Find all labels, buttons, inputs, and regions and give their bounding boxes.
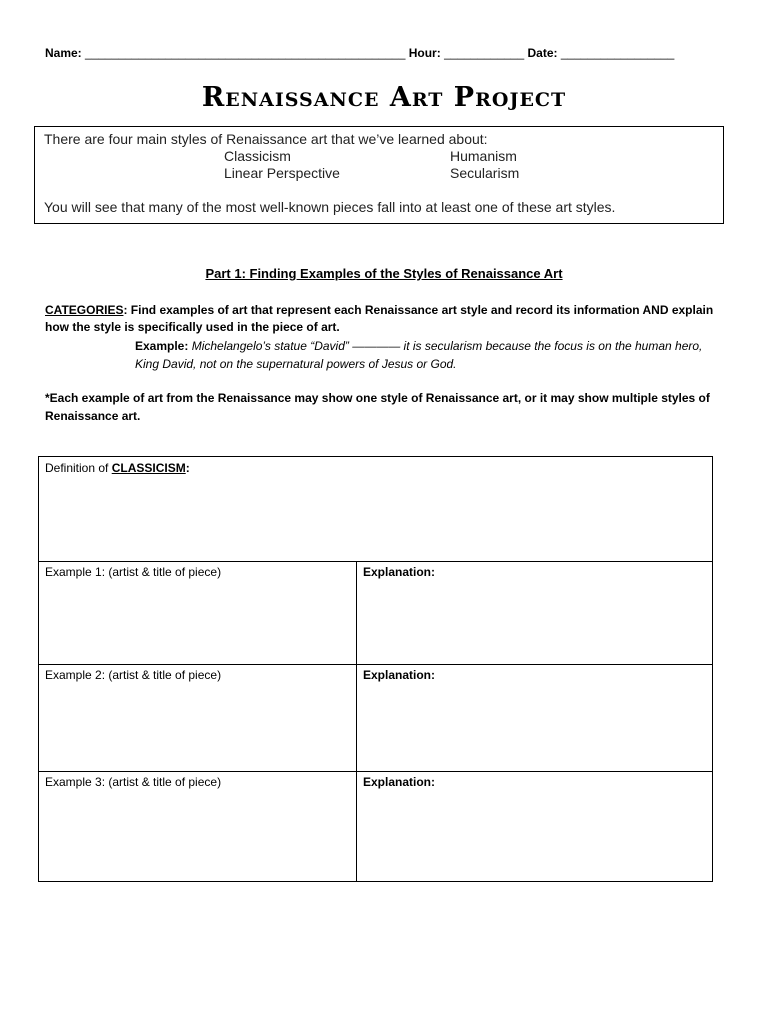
categories-label: CATEGORIES bbox=[45, 303, 124, 317]
table-divider bbox=[39, 771, 712, 772]
table-divider bbox=[39, 664, 712, 665]
student-info-line bbox=[45, 46, 674, 60]
table-column-divider bbox=[356, 561, 357, 881]
style-humanism: Humanism bbox=[450, 148, 517, 164]
example3-cell[interactable]: Example 3: (artist & title of piece) bbox=[45, 775, 222, 789]
styles-note: *Each example of art from the Renaissance may show one style of Renaissance art, or it may show multiple styles of Renaissance art. bbox=[45, 391, 710, 423]
categories-text: : Find examples of art that represent each Renaissance art style and record its information AND explain how the style is specifically used in the piece of art. bbox=[45, 303, 714, 334]
name-field[interactable]: ________________________________________________ bbox=[85, 46, 406, 60]
style-secularism: Secularism bbox=[450, 165, 520, 181]
definition-cell[interactable] bbox=[45, 461, 190, 475]
hour-label: Hour: bbox=[408, 46, 441, 60]
example1-cell[interactable]: Example 1: (artist & title of piece) bbox=[45, 565, 222, 579]
example-body: Michelangelo’s statue “David” ———— it is secularism because the focus is on the human hero, King David, not on the supernatural powers of Jesus or God. bbox=[135, 339, 703, 371]
definition-label: Definition of bbox=[45, 461, 112, 475]
hour-field[interactable]: ____________ bbox=[444, 46, 525, 60]
definition-term: CLASSICISM bbox=[111, 461, 186, 475]
intro-summary: You will see that many of the most well-known pieces fall into at least one of these art styles. bbox=[44, 199, 616, 215]
page-title: Renaissance Art Project bbox=[201, 82, 567, 113]
part1-title: Part 1: Finding Examples of the Styles of Renaissance Art bbox=[205, 266, 563, 281]
style-linear-perspective: Linear Perspective bbox=[224, 165, 340, 181]
date-field[interactable]: _________________ bbox=[560, 46, 675, 60]
example-text bbox=[135, 337, 725, 373]
example-label: Example: bbox=[135, 339, 189, 353]
categories-instructions bbox=[45, 302, 735, 336]
explanation1-cell[interactable]: Explanation: bbox=[363, 565, 436, 579]
date-label: Date: bbox=[527, 46, 558, 60]
intro-line: There are four main styles of Renaissance art that we’ve learned about: bbox=[44, 131, 488, 147]
table-divider bbox=[39, 561, 712, 562]
name-label: Name: bbox=[45, 46, 82, 60]
style-classicism: Classicism bbox=[224, 148, 291, 164]
explanation2-cell[interactable]: Explanation: bbox=[363, 668, 436, 682]
classicism-table bbox=[38, 456, 713, 882]
intro-box bbox=[34, 126, 724, 224]
explanation3-cell[interactable]: Explanation: bbox=[363, 775, 436, 789]
example2-cell[interactable]: Example 2: (artist & title of piece) bbox=[45, 668, 222, 682]
definition-colon: : bbox=[185, 461, 190, 475]
